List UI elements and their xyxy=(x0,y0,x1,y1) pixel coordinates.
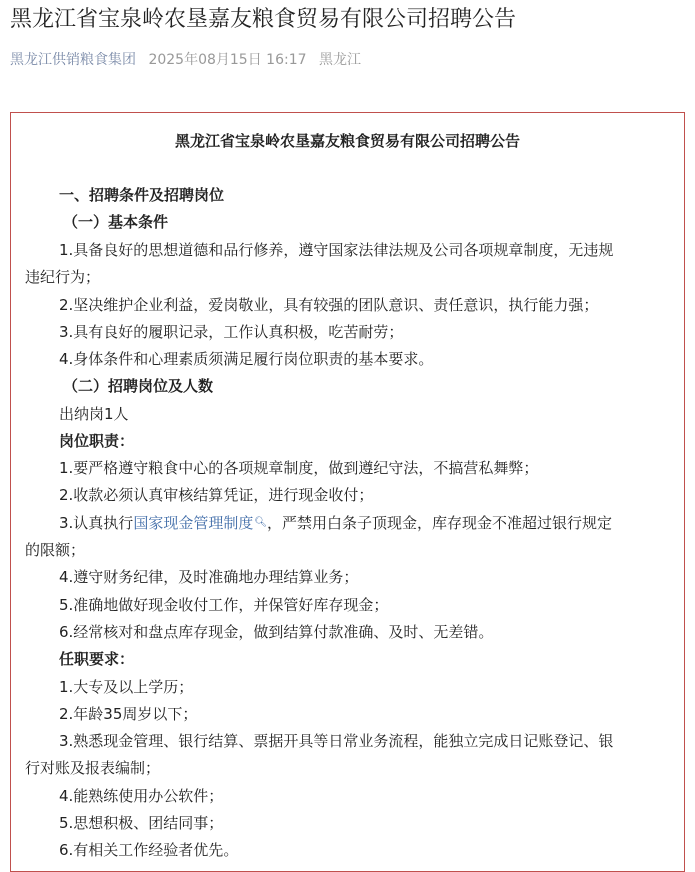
basic-condition-2: 2.坚决维护企业利益，爱岗敬业，具有较强的团队意识、责任意识，执行能力强； xyxy=(59,296,599,314)
position-count: 出纳岗1人 xyxy=(59,405,129,423)
duty-3-prefix: 3.认真执行 xyxy=(59,514,134,532)
requirement-5: 5.思想积极、团结同事； xyxy=(59,814,224,832)
article-datetime: 2025年08月15日 16:17 xyxy=(148,52,307,68)
basic-condition-3: 3.具有良好的履职记录，工作认真积极，吃苦耐劳； xyxy=(59,323,404,341)
requirement-3: 3.熟悉现金管理、银行结算、票据开具等日常业务流程，能独立完成日记账登记、银 xyxy=(59,732,614,750)
requirement-4: 4.能熟练使用办公软件； xyxy=(59,787,224,805)
duty-2: 2.收款必须认真审核结算凭证，进行现金收付； xyxy=(59,486,374,504)
duty-3-cont: 的限额； xyxy=(25,541,86,559)
duty-3 xyxy=(59,511,612,535)
requirement-1: 1.大专及以上学历； xyxy=(59,678,194,696)
article-source[interactable]: 黑龙江供销粮食集团 xyxy=(10,52,136,68)
subsection-heading-positions: （二）招聘岗位及人数 xyxy=(63,377,214,395)
requirement-6: 6.有相关工作经验者优先。 xyxy=(59,841,239,859)
duty-3-suffix: ，严禁用白条子顶现金，库存现金不准超过银行规定 xyxy=(267,514,613,532)
basic-condition-4: 4.身体条件和心理素质须满足履行岗位职责的基本要求。 xyxy=(59,350,434,368)
requirement-2: 2.年龄35周岁以下； xyxy=(59,705,198,723)
article-content xyxy=(10,112,685,872)
search-icon[interactable]: 🔍︎ xyxy=(254,517,268,528)
duties-heading: 岗位职责： xyxy=(59,432,135,450)
duty-5: 5.准确地做好现金收付工作，并保管好库存现金； xyxy=(59,596,389,614)
duty-4: 4.遵守财务纪律，及时准确地办理结算业务； xyxy=(59,568,359,586)
section-heading-1: 一、招聘条件及招聘岗位 xyxy=(59,186,225,204)
duty-6: 6.经常核对和盘点库存现金，做到结算付款准确、及时、无差错。 xyxy=(59,623,494,641)
basic-condition-1: 1.具备良好的思想道德和品行修养，遵守国家法律法规及公司各项规章制度，无违规 xyxy=(59,241,614,259)
document-title: 黑龙江省宝泉岭农垦嘉友粮食贸易有限公司招聘公告 xyxy=(174,132,520,150)
page-title: 黑龙江省宝泉岭农垦嘉友粮食贸易有限公司招聘公告 xyxy=(10,7,517,32)
requirements-heading: 任职要求： xyxy=(59,650,135,668)
article-meta xyxy=(10,50,369,70)
article-region: 黑龙江 xyxy=(318,52,361,68)
basic-condition-1-cont: 违纪行为； xyxy=(25,268,101,286)
duty-1: 1.要严格遵守粮食中心的各项规章制度，做到遵纪守法，不搞营私舞弊； xyxy=(59,459,539,477)
cash-management-link[interactable]: 国家现金管理制度 xyxy=(133,514,254,532)
requirement-3-cont: 行对账及报表编制； xyxy=(25,759,161,777)
subsection-heading-basic: （一）基本条件 xyxy=(63,213,169,231)
